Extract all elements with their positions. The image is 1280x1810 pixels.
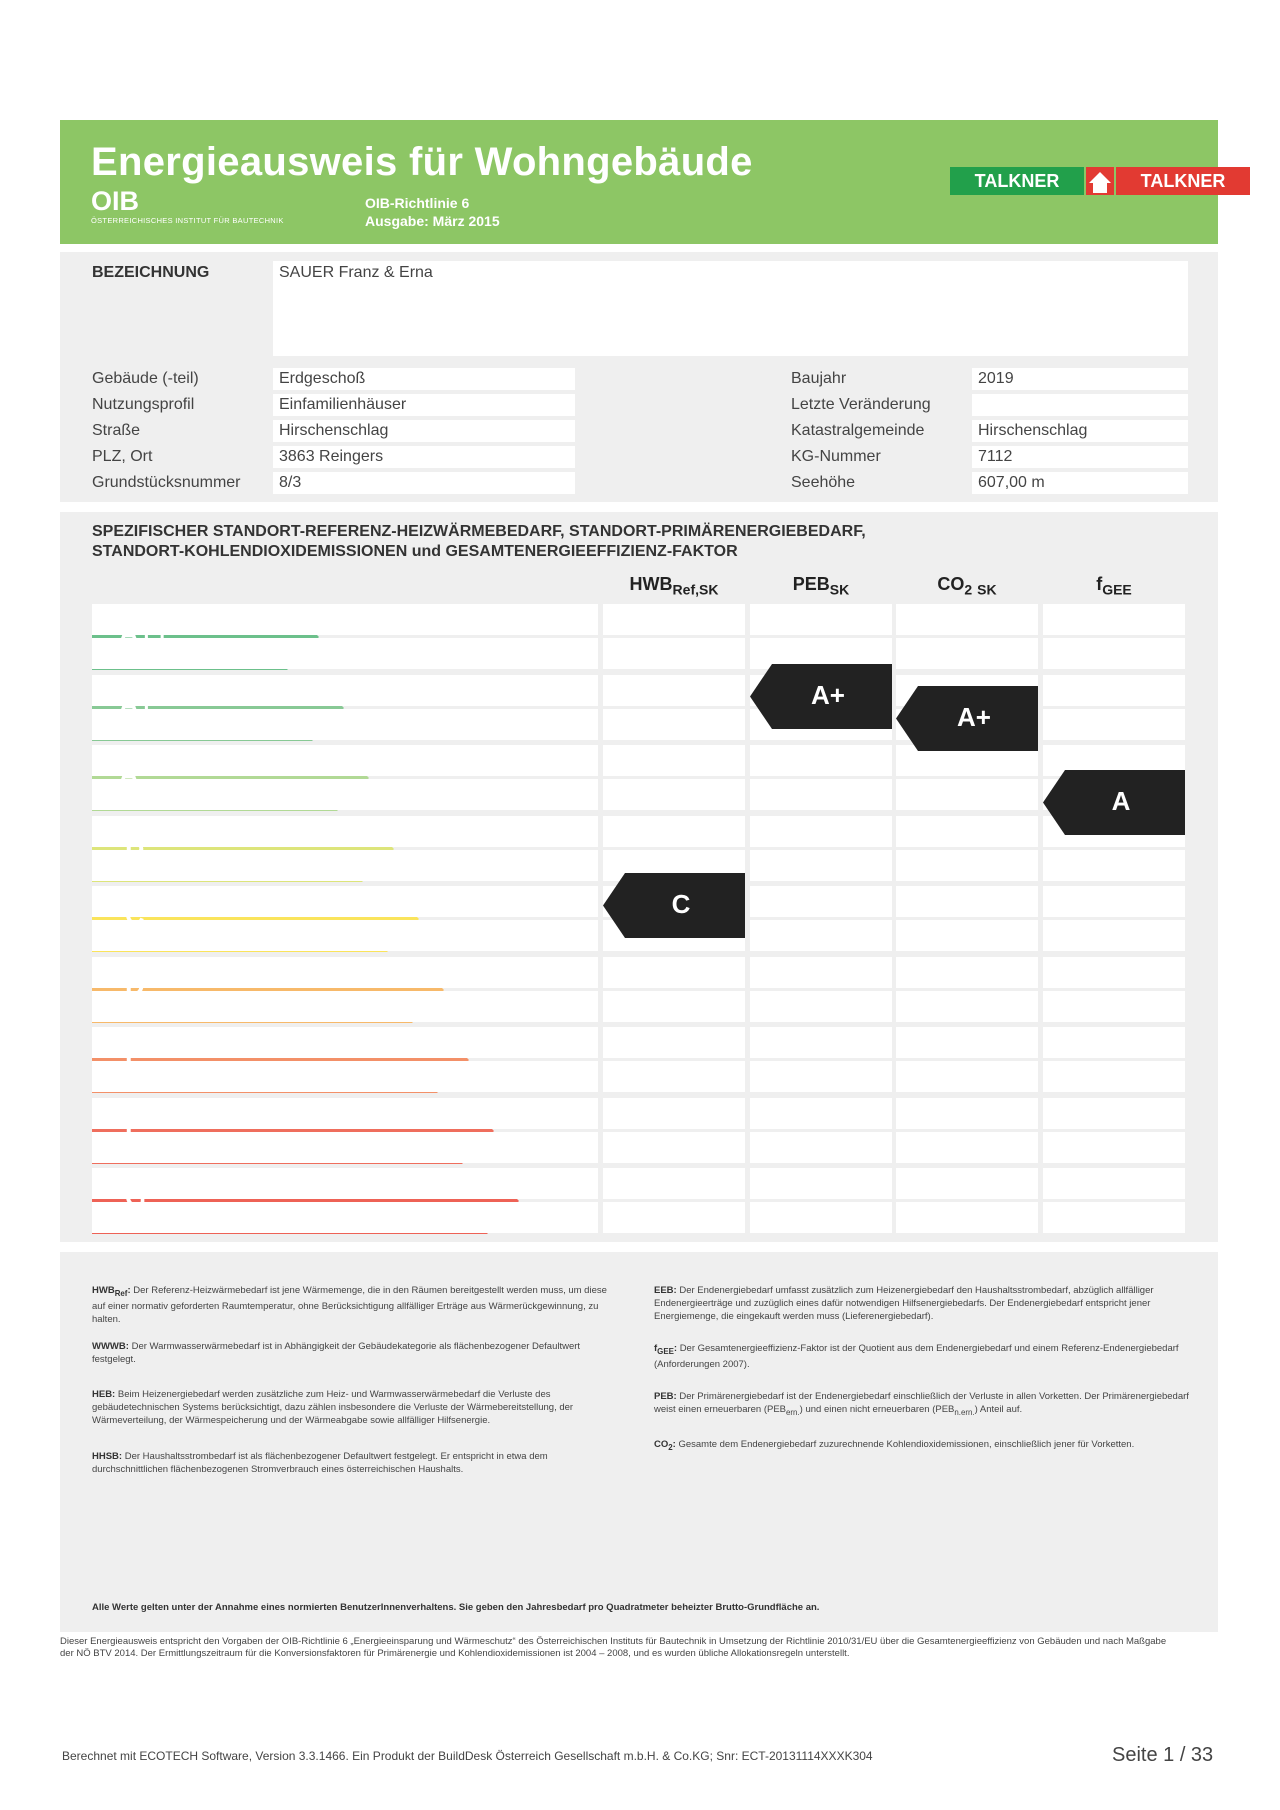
rating-grid-cell xyxy=(750,1168,892,1199)
def-co2: $CO_2$: Gesamte dem Endenergiebedarf zuzurechnende Kohlendioxidemissionen, einschließlich jener für Vorketten. xyxy=(654,1439,1135,1452)
column-header-subscript: SK xyxy=(977,581,997,598)
rating-grid-cell xyxy=(603,604,745,635)
column-header-main: HWB xyxy=(629,574,673,594)
info-label: PLZ, Ort xyxy=(92,448,153,465)
rating-grid-cell xyxy=(750,604,892,635)
info-value: 7112 xyxy=(972,446,1188,468)
band-row-background xyxy=(92,709,598,740)
rating-indicator xyxy=(1043,770,1185,835)
info-label: Grundstücksnummer xyxy=(92,474,241,491)
info-value: 3863 Reingers xyxy=(273,446,575,468)
info-value: 607,00 m xyxy=(972,472,1188,494)
rating-grid-cell xyxy=(896,991,1038,1022)
def-hhsb-text: Der Haushaltsstrombedarf ist als flächenbezogener Defaultwert festgelegt. Er entspricht in etwa dem durchschnittlichen flächenbezogenen Stromverbrauch eines österreichischen Haushalts. xyxy=(92,1451,548,1475)
info-value: 2019 xyxy=(972,368,1188,390)
band-row-background xyxy=(92,1132,598,1163)
rating-grid-cell xyxy=(1043,1168,1185,1199)
def-hhsb: HHSB: Der Haushaltsstrombedarf ist als flächenbezogener Defaultwert festgelegt. Er entspricht in etwa dem durchschnittlichen flächenbezogenen Stromverbrauch eines österreichischen Haushalts. xyxy=(92,1451,548,1475)
ausgabe-label: Ausgabe: März 2015 xyxy=(365,213,500,229)
rating-grid-cell xyxy=(1043,920,1185,951)
band-row-background xyxy=(92,638,598,669)
band-row-background xyxy=(92,886,598,917)
info-value: Erdgeschoß xyxy=(273,368,575,390)
rating-grid-cell xyxy=(1043,604,1185,635)
def-hwb: $HWB_{Ref}$: Der Referenz-Heizwärmebedarf ist jene Wärmemenge, die in den Räumen bereitgestellt werden muss, um diese auf einer normativ geforderten Raumtemperatur, ohne Berücksichtigung allfälliger Erträge aus Wärmerückgewinnung, zu halten. xyxy=(92,1285,607,1325)
def-heb-text: Beim Heizenergiebedarf werden zusätzliche zum Heiz- und Warmwasserwärmebedarf die Verluste des gebäudetechnischen Systems berücksichtigt, dazu zählen insbesondere die Verluste der Wärmebereitstellung, der Wärmeverteilung, der Wärmespeicherung und der Wärmeabgabe sowie allfälliger Hilfsenergie. xyxy=(92,1389,574,1426)
rating-grid-cell xyxy=(1043,1202,1185,1233)
rating-grid-cell xyxy=(896,1027,1038,1058)
rating-grid-cell xyxy=(603,1098,745,1129)
rating-grid-cell xyxy=(1043,957,1185,988)
rating-grid-cell xyxy=(896,850,1038,881)
def-peb: PEB: Der Primärenergiebedarf ist der Endenergiebedarf einschließlich der Verluste in allen Vorketten. Der Primärenergiebedarf weist einen erneuerbaren $(PEB_{ern.})$ und einen nicht erneuerbaren $(PEB_{n.ern.})$ Anteil auf. xyxy=(654,1391,1189,1417)
def-fgee: $f_{GEE}$: Der Gesamtenergieeffizienz-Faktor ist der Quotient aus dem Endenergiebedarf und einem Referenz-Endenergiebedarf (Anforderungen 2007). xyxy=(654,1343,1179,1370)
band-row-background xyxy=(92,816,598,847)
oib-subtitle: ÖSTERREICHISCHES INSTITUT FÜR BAUTECHNIK xyxy=(91,216,284,225)
band-row-background xyxy=(92,745,598,776)
info-value: Einfamilienhäuser xyxy=(273,394,575,416)
rating-grid-cell xyxy=(896,1132,1038,1163)
rating-grid-cell xyxy=(896,604,1038,635)
rating-grid-cell xyxy=(603,779,745,810)
info-value: Hirschenschlag xyxy=(972,420,1188,442)
rating-grid-cell xyxy=(603,816,745,847)
band-row-background xyxy=(92,1098,598,1129)
def-eeb-text: Der Endenergiebedarf umfasst zusätzlich zum Heizenergiebedarf den Haushaltsstrombedarf, abzüglich allfälliger Endenergieerträge und zuzüglich eines dafür notwendigen Hilfsenergiebedarfs. Der Endenergiebedarf entspricht jener Energiemenge, die eingekauft werden muss (Lieferenergiebedarf). xyxy=(654,1285,1154,1322)
column-header-subscript: GEE xyxy=(1102,581,1132,598)
header-banner xyxy=(60,120,1226,244)
rating-grid-cell xyxy=(1043,1027,1185,1058)
rating-grid-cell xyxy=(750,1027,892,1058)
chart-title xyxy=(92,522,1092,562)
band-row-background xyxy=(92,779,598,810)
rating-grid-cell xyxy=(750,957,892,988)
building-info xyxy=(60,252,1218,502)
rating-grid-cell xyxy=(750,1202,892,1233)
column-header xyxy=(603,574,745,598)
def-peb-text: Der Primärenergiebedarf ist der Endenergiebedarf einschließlich der Verluste in allen Vorketten. Der Primärenergiebedarf weist einen erneuerbaren (PEB xyxy=(654,1391,1189,1415)
rating-grid-cell xyxy=(896,1202,1038,1233)
legal-footnote: Dieser Energieausweis entspricht den Vorgaben der OIB-Richtlinie 6 „Energieeinsparung und Wärmeschutz“ des Österreichischen Instituts für Bautechnik in Umsetzung der Richtlinie 2010/31/EU über die Gesamtenergieeffizienz von Gebäuden und nach Maßgabe der NÖ BTV 2014. Der Ermittlungszeitraum für die Konversionsfaktoren für Primärenergie und Kohlendioxidemissionen ist 2004 – 2008, und es wurden übliche Allokationsregeln unterstellt. xyxy=(60,1636,1167,1659)
software-credit: Berechnet mit ECOTECH Software, Version 3.3.1466. Ein Produkt der BuildDesk Österreich Gesellschaft m.b.H. & Co.KG; Snr: ECT-20131114XXXK304 xyxy=(62,1749,873,1763)
info-label: Nutzungsprofil xyxy=(92,396,195,413)
normative-note: Alle Werte gelten unter der Annahme eines normierten BenutzerInnenverhaltens. Sie geben den Jahresbedarf pro Quadratmeter beheizter Brutto-Grundfläche an. xyxy=(92,1602,820,1613)
info-label: Baujahr xyxy=(791,370,847,387)
rating-grid-cell xyxy=(750,1061,892,1092)
def-wwwb: WWWB: Der Warmwasserwärmebedarf ist in Abhängigkeit der Gebäudekategorie als flächenbezogener Defaultwert festgelegt. xyxy=(92,1341,581,1365)
rating-indicator xyxy=(896,686,1038,751)
rating-value: A+ xyxy=(811,679,845,710)
richtlinie-label: OIB-Richtlinie 6 xyxy=(365,195,470,211)
richtlinie-info xyxy=(365,194,500,230)
def-wwwb-text: Der Warmwasserwärmebedarf ist in Abhängigkeit der Gebäudekategorie als flächenbezogener Defaultwert festgelegt. xyxy=(92,1341,581,1365)
def-co2-text: Gesamte dem Endenergiebedarf zuzurechnende Kohlendioxidemissionen, einschließlich jener für Vorketten. xyxy=(678,1439,1135,1450)
rating-grid-cell xyxy=(603,957,745,988)
rating-grid-cell xyxy=(603,745,745,776)
column-header xyxy=(896,574,1038,598)
column-header-main: f xyxy=(1096,574,1103,594)
energy-rating-chart xyxy=(60,512,1218,1242)
rating-grid-cell xyxy=(603,675,745,706)
info-label: Katastralgemeinde xyxy=(791,422,925,439)
column-header-main: CO xyxy=(937,574,965,594)
rating-grid-cell xyxy=(603,709,745,740)
logo-left-text: TALKNER xyxy=(974,171,1060,191)
rating-grid-cell xyxy=(896,816,1038,847)
info-label: Seehöhe xyxy=(791,474,856,491)
band-row-background xyxy=(92,920,598,951)
info-label: Gebäude (-teil) xyxy=(92,370,199,387)
band-row-background xyxy=(92,675,598,706)
rating-grid-cell xyxy=(603,1202,745,1233)
rating-grid-cell xyxy=(1043,1132,1185,1163)
rating-grid-cell xyxy=(896,1168,1038,1199)
rating-grid-cell xyxy=(896,957,1038,988)
rating-grid-cell xyxy=(750,920,892,951)
rating-value: A+ xyxy=(957,701,991,732)
band-row-background xyxy=(92,957,598,988)
band-row-background xyxy=(92,850,598,881)
rating-grid-cell xyxy=(603,1061,745,1092)
rating-grid-cell xyxy=(896,920,1038,951)
rating-grid-cell xyxy=(1043,1098,1185,1129)
column-header-subscript: 2 xyxy=(964,581,973,598)
column-header xyxy=(1043,574,1185,598)
rating-grid-cell xyxy=(1043,638,1185,669)
info-value xyxy=(972,394,1188,416)
column-header xyxy=(750,574,892,598)
info-label: Straße xyxy=(92,422,141,439)
info-label: Letzte Veränderung xyxy=(791,396,931,413)
rating-grid-cell xyxy=(896,638,1038,669)
chart-title-line-2: STANDORT-KOHLENDIOXIDEMISSIONEN und GESAMTENERGIEEFFIZIENZ-FAKTOR xyxy=(92,543,738,560)
rating-value: C xyxy=(671,889,691,919)
band-row-background xyxy=(92,991,598,1022)
rating-grid-cell xyxy=(1043,850,1185,881)
rating-grid-cell xyxy=(603,638,745,669)
bezeichnung-label: BEZEICHNUNG xyxy=(92,264,210,281)
info-label: KG-Nummer xyxy=(791,448,881,465)
band-row-background xyxy=(92,1202,598,1233)
def-hwb-text: Der Referenz-Heizwärmebedarf ist jene Wärmemenge, die in den Räumen bereitgestellt werden muss, um diese auf einer normativ geforderten Raumtemperatur, ohne Berücksichtigung allfälliger Erträge aus Wärmerückgewinnung, zu halten. xyxy=(92,1285,607,1325)
rating-grid-cell xyxy=(603,1132,745,1163)
column-header-subscript: Ref,SK xyxy=(672,581,719,598)
rating-grid-cell xyxy=(603,991,745,1022)
info-value: Hirschenschlag xyxy=(273,420,575,442)
rating-indicator xyxy=(750,664,892,729)
column-header-subscript: SK xyxy=(829,581,850,598)
document-title: Energieausweis für Wohngebäude xyxy=(91,140,753,184)
rating-grid-cell xyxy=(750,779,892,810)
logo-right-text: TALKNER xyxy=(1140,171,1226,191)
band-row-background xyxy=(92,604,598,635)
band-row-background xyxy=(92,1061,598,1092)
rating-grid-cell xyxy=(1043,886,1185,917)
rating-value: A xyxy=(1111,786,1131,816)
column-header-main: PEB xyxy=(792,574,830,594)
rating-grid-cell xyxy=(1043,1061,1185,1092)
chart-title-line-1: SPEZIFISCHER STANDORT-REFERENZ-HEIZWÄRMEBEDARF, STANDORT-PRIMÄRENERGIEBEDARF, xyxy=(92,523,866,540)
rating-grid-cell xyxy=(750,1098,892,1129)
band-row-background xyxy=(92,1168,598,1199)
rating-grid-cell xyxy=(896,1098,1038,1129)
rating-grid-cell xyxy=(1043,991,1185,1022)
bezeichnung-value: SAUER Franz & Erna xyxy=(273,261,1188,356)
rating-grid-cell xyxy=(603,1168,745,1199)
rating-grid-cell xyxy=(750,850,892,881)
rating-grid-cell xyxy=(750,745,892,776)
rating-grid-cell xyxy=(750,816,892,847)
info-value: 8/3 xyxy=(273,472,575,494)
band-row-background xyxy=(92,1027,598,1058)
def-eeb: EEB: Der Endenergiebedarf umfasst zusätzlich zum Heizenergiebedarf den Haushaltsstrombedarf, abzüglich allfälliger Endenergieerträge und zuzüglich eines dafür notwendigen Hilfsenergiebedarfs. Der Endenergiebedarf entspricht jener Energiemenge, die eingekauft werden muss (Lieferenergiebedarf). xyxy=(654,1285,1154,1322)
rating-indicator xyxy=(603,873,745,938)
rating-grid-cell xyxy=(750,991,892,1022)
def-heb: HEB: Beim Heizenergiebedarf werden zusätzliche zum Heiz- und Warmwasserwärmebedarf die Verluste des gebäudetechnischen Systems berücksichtigt, dazu zählen insbesondere die Verluste der Wärmebereitstellung, der Wärmeverteilung, der Wärmespeicherung und der Wärmeabgabe sowie allfälliger Hilfsenergie. xyxy=(92,1389,574,1426)
definitions-section xyxy=(60,1252,1218,1632)
rating-grid-cell xyxy=(750,1132,892,1163)
page-number: Seite 1 / 33 xyxy=(1112,1744,1214,1766)
rating-grid-cell xyxy=(896,779,1038,810)
rating-grid-cell xyxy=(896,1061,1038,1092)
oib-logo-text: OIB xyxy=(91,186,140,216)
rating-grid-cell xyxy=(1043,709,1185,740)
rating-grid-cell xyxy=(896,886,1038,917)
talkner-logo xyxy=(950,167,1250,195)
rating-grid-cell xyxy=(603,1027,745,1058)
rating-grid-cell xyxy=(1043,675,1185,706)
def-fgee-text: Der Gesamtenergieeffizienz-Faktor ist der Quotient aus dem Endenergiebedarf und einem Referenz-Endenergiebedarf (Anforderungen 2007). xyxy=(654,1343,1179,1370)
rating-grid-cell xyxy=(750,886,892,917)
